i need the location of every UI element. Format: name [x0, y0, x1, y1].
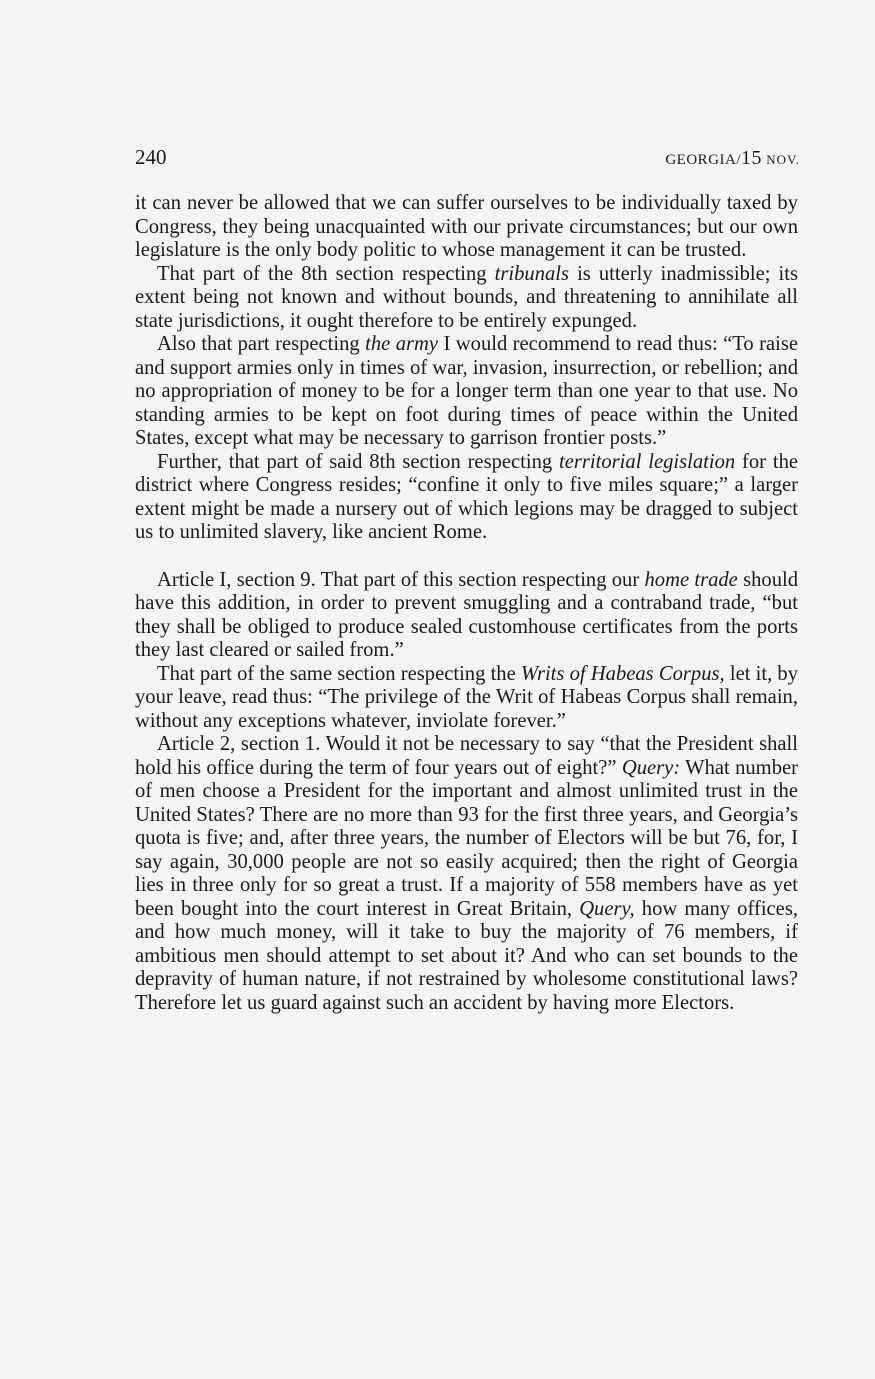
paragraph	[135, 663, 798, 734]
italic-text: home trade	[644, 568, 738, 591]
text-run: What number of men choose a President for the important and almost unlimited trust in the United States? There are no more than 93 for the first three years, and Georgia’s quota is five; and, after three years, the number of Electors will be but 76, for, I say again, 30,000 people are not so easily acquired; then the right of Georgia lies in three only for so great a trust. If a majority of 558 members have as yet been bought into the court interest in Great Britain,	[135, 756, 798, 920]
text-run: That part of the same section respecting the	[157, 662, 521, 685]
running-title-month: NOV.	[766, 152, 800, 167]
text-run: Further, that part of said 8th section respecting	[157, 450, 560, 473]
text-run: for the district where Congress resides; “confine it only to five miles square;” a larger extent might be made a nursery out of which legions may be dragged to subject us to unlimited slavery, like ancient Rome.	[135, 450, 799, 543]
paragraph	[135, 569, 798, 663]
text-run: Article I, section 9. That part of this section respecting our	[157, 568, 645, 591]
text-run: let it, by your leave, read thus: “The privilege of the Writ of Habeas Corpus shall remain, without any exceptions whatever, inviolate forever.”	[135, 662, 798, 732]
running-head	[135, 145, 800, 170]
italic-text: tribunals	[494, 262, 570, 285]
running-title-day: 15	[741, 147, 762, 169]
paragraph	[135, 333, 798, 451]
running-title	[665, 147, 800, 170]
paragraph	[135, 263, 798, 334]
text-run: it can never be allowed that we can suffer ourselves to be individually taxed by Congress, they being unacquainted with our private circumstances; but our own legislature is the only body politic to whose management it can be trusted.	[135, 192, 798, 261]
italic-text: Query:	[621, 756, 681, 779]
paragraph	[135, 192, 798, 263]
italic-text: the army	[365, 333, 439, 355]
italic-text: territorial legislation	[559, 450, 736, 473]
running-title-state: GEORGIA/	[665, 152, 741, 168]
body-text	[135, 192, 798, 1015]
text-run: Article 2, section 1. Would it not be necessary to say “that the President shall hold his office during the term of four years out of eight?”	[135, 733, 798, 779]
paragraph	[135, 451, 798, 545]
italic-text: Query,	[579, 897, 635, 920]
text-run: Also that part respecting	[157, 333, 366, 355]
text-run: how many offices, and how much money, will it take to buy the majority of 76 members, if ambitious men should attempt to set about it? And who can set bounds to the depravity of human nature, if not restrained by wholesome constitutional laws? Therefore let us guard against such an accident by having more Electors.	[135, 897, 798, 1014]
paragraph	[135, 733, 798, 1015]
text-run: That part of the 8th section respecting	[157, 262, 495, 285]
italic-text: Writs of Habeas Corpus,	[520, 662, 725, 685]
text-run: should have this addition, in order to prevent smuggling and a contraband trade, “but they shall be obliged to produce sealed customhouse certificates from the ports they last cleared or sailed from.”	[135, 568, 799, 661]
text-run: is utterly inadmissible; its extent being not known and without bounds, and threatening to annihilate all state jurisdictions, it ought therefore to be entirely expunged.	[135, 262, 798, 332]
section-gap	[135, 545, 798, 569]
page-number: 240	[135, 145, 167, 169]
text-run: I would recommend to read thus: “To raise and support armies only in times of war, invasion, insurrection, or rebellion; and no appropriation of money to be for a longer term than one year to that use. No standing armies to be kept on foot during times of peace within the United States, except what may be necessary to garrison frontier posts.”	[135, 333, 798, 449]
